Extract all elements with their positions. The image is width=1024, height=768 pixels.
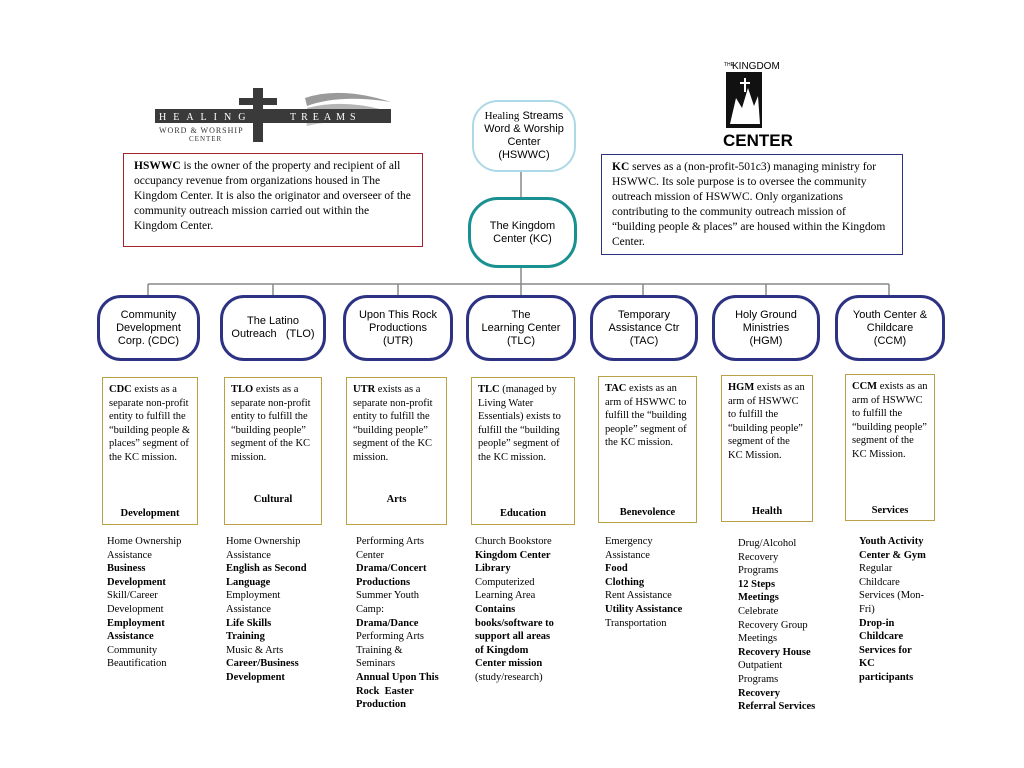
org-category: Health <box>751 506 783 517</box>
service-item: Programs <box>738 565 779 577</box>
org-category: Services <box>871 505 909 516</box>
service-item: Drug/Alcohol <box>738 538 797 549</box>
service-item: Clothing <box>605 576 645 588</box>
service-item: Training & <box>356 644 403 656</box>
service-item: Outpatient <box>738 660 783 672</box>
hswwc-node-line1-word: Healing <box>484 110 520 122</box>
org-name-line: (TAC) <box>629 334 659 347</box>
org-category: Education <box>499 508 547 519</box>
org-name-line: (HGM) <box>749 334 783 347</box>
org-desc-text: exists as a separate non-profit entity to fulfill the “building people & places” segment of the KC mission. <box>109 384 191 463</box>
service-item: Contains <box>475 603 516 615</box>
service-item: Beautification <box>107 658 167 670</box>
org-desc-bold: UTR <box>353 384 376 395</box>
service-item: participants <box>859 671 914 683</box>
org-node-tlo <box>220 295 326 361</box>
service-item: Production <box>356 699 406 711</box>
service-item: Services for <box>859 644 912 656</box>
hs-logo-sub1: WORD & WORSHIP <box>159 126 244 135</box>
service-item: Training <box>226 631 265 643</box>
service-item: English as Second <box>226 563 307 575</box>
service-item: (study/research) <box>475 671 543 683</box>
service-item: KC <box>859 658 875 670</box>
org-desc-text: (managed by Living Water Essentials) exists to fulfill the “building people” segment of the KC mission. <box>478 384 561 463</box>
org-desc-text: exists as a separate non-profit entity to fulfill the “building people” segment of the KC mission. <box>231 384 311 463</box>
service-item: Performing Arts <box>356 536 424 547</box>
org-desc-text: exists as a separate non-profit entity to fulfill the “building people” segment of the KC mission. <box>353 384 433 463</box>
org-name-line: Outreach (TLO) <box>231 328 315 340</box>
service-item: Center & Gym <box>859 549 926 561</box>
service-item: Home Ownership <box>226 536 301 547</box>
service-item: 12 Steps <box>738 578 776 590</box>
service-item: Assistance <box>107 631 154 643</box>
service-item: Services (Mon- <box>859 590 925 602</box>
org-name-line: Temporary <box>618 308 670 321</box>
org-services-tlc <box>475 535 554 685</box>
service-item: Youth Activity <box>859 536 924 547</box>
service-item: Development <box>107 603 164 615</box>
kc-box-bold: KC <box>612 161 630 173</box>
org-name-line: Community <box>120 308 177 321</box>
service-item: Food <box>605 563 628 575</box>
org-category: Benevolence <box>619 507 676 518</box>
service-item: Childcare <box>859 631 904 643</box>
service-item: Home Ownership <box>107 536 182 547</box>
hswwc-box-bold: HSWWC <box>134 160 181 172</box>
org-desc-box-utr <box>346 377 447 525</box>
service-item: Utility Assistance <box>605 603 683 615</box>
org-name-line: (CCM) <box>873 334 907 347</box>
service-item: Development <box>226 671 285 683</box>
org-name-line: Upon This Rock <box>358 308 438 321</box>
org-desc-bold: HGM <box>728 382 755 393</box>
org-desc-box-cdc <box>102 377 198 525</box>
org-desc-bold: CCM <box>852 381 878 392</box>
org-services-ccm <box>859 535 926 685</box>
service-item: Productions <box>356 576 411 588</box>
service-item: Computerized <box>475 576 535 588</box>
org-name-line: (TLC) <box>506 334 536 347</box>
org-services-cdc <box>107 535 181 671</box>
org-name-line: Holy Ground <box>735 308 797 321</box>
hswwc-description-box <box>123 153 423 247</box>
service-item: Summer Youth <box>356 590 420 602</box>
hswwc-node-line2: Word & Worship <box>484 123 564 135</box>
service-item: Language <box>226 576 271 588</box>
org-services-tac <box>605 535 682 630</box>
org-category: Development <box>120 508 180 519</box>
service-item: Programs <box>738 673 779 685</box>
service-item: Music & Arts <box>226 644 284 656</box>
service-item: Skill/Career <box>107 590 158 602</box>
service-item: Recovery <box>738 687 780 699</box>
org-category: Cultural <box>253 494 293 505</box>
kc-logo-the: THE <box>724 62 734 68</box>
hswwc-box-text: is the owner of the property and recipient of all occupancy revenue from organizations housed in The Kingdom Center. It is also the originator and overseer of the community outreach mission carried out within the Kingdom Center. <box>134 160 411 232</box>
service-item: Library <box>475 563 511 575</box>
service-item: Annual Upon This <box>356 671 439 683</box>
healing-streams-logo <box>155 88 391 142</box>
service-item: Rent Assistance <box>605 590 672 602</box>
service-item: Life Skills <box>226 617 272 629</box>
kingdom-center-node <box>468 197 577 268</box>
org-desc-box-tac <box>598 376 697 523</box>
service-item: Emergency <box>605 536 653 547</box>
org-category: Arts <box>386 494 407 505</box>
org-name-line: Childcare <box>866 321 914 334</box>
org-desc-bold: CDC <box>109 384 132 395</box>
service-item: Assistance <box>226 549 271 561</box>
service-item: books/software to <box>475 617 554 629</box>
service-item: Performing Arts <box>356 631 424 643</box>
service-item: Childcare <box>859 576 900 588</box>
hs-logo-word-left: HEALING <box>159 112 253 123</box>
service-item: Recovery House <box>738 646 811 658</box>
org-node-tac <box>590 295 698 361</box>
service-item: Center mission <box>475 658 543 670</box>
org-name-line: Development <box>116 321 181 334</box>
org-services-hgm <box>738 537 815 714</box>
service-item: Career/Business <box>226 658 299 670</box>
hswwc-node-line1-rest: Streams <box>519 110 564 122</box>
org-name-line: Productions <box>368 321 428 334</box>
service-item: Recovery Group <box>738 619 808 631</box>
service-item: Referral Services <box>738 701 816 713</box>
hswwc-node <box>472 100 576 172</box>
org-node-tlc <box>466 295 576 361</box>
org-services-tlo <box>226 535 307 685</box>
service-item: Fri) <box>859 603 875 615</box>
org-name-line: The <box>511 308 531 321</box>
service-item: Community <box>107 644 158 656</box>
kc-box-text: serves as a (non-profit-501c3) managing ministry for HSWWC. Its sole purpose is to oversee the community outreach mission of HSWWC. Only organizations contributing to the community outreach mission of “building people & places” are housed within the Kingdom Center. <box>612 161 886 248</box>
service-item: Development <box>107 576 166 588</box>
hs-logo-sub2: CENTER <box>189 135 223 143</box>
org-name-line: The Latino <box>247 315 299 327</box>
service-item: Drama/Concert <box>356 563 427 575</box>
service-item: Employment <box>107 617 165 629</box>
org-desc-box-hgm <box>721 375 813 522</box>
kc-logo-center: CENTER <box>723 131 793 150</box>
service-item: Learning Area <box>475 590 536 602</box>
service-item: Rock Easter <box>356 685 414 697</box>
org-node-ccm <box>835 295 945 361</box>
service-item: Assistance <box>107 549 152 561</box>
service-item: Kingdom Center <box>475 549 551 561</box>
org-node-cdc <box>97 295 200 361</box>
service-item: Camp: <box>356 603 384 615</box>
kingdom-center-logo <box>722 58 793 150</box>
org-name-line: (UTR) <box>383 334 413 347</box>
service-item: Center <box>356 549 384 561</box>
org-desc-bold: TAC <box>605 383 627 394</box>
service-item: Drama/Dance <box>356 617 419 629</box>
org-services-utr <box>356 535 439 712</box>
org-name-line: Corp. (CDC) <box>117 334 180 347</box>
org-desc-box-ccm <box>845 374 935 521</box>
service-item: Meetings <box>738 592 779 604</box>
org-desc-bold: TLC <box>478 384 500 395</box>
org-desc-box-tlo <box>224 377 322 525</box>
hs-logo-word-right: TREAMS <box>290 112 361 123</box>
service-item: Recovery <box>738 551 779 563</box>
kc-node-line2: Center (KC) <box>493 232 552 245</box>
service-item: Assistance <box>226 603 271 615</box>
org-desc-text: exists as an arm of HSWWC to fulfill the “building people” segment of the KC Mission. <box>852 381 928 460</box>
service-item: Meetings <box>738 633 778 645</box>
service-item: Business <box>107 563 146 575</box>
kc-logo-kingdom: KINGDOM <box>732 61 780 72</box>
kc-description-box <box>601 154 903 255</box>
hswwc-node-line4: (HSWWC) <box>498 149 550 161</box>
org-name-line: Ministries <box>742 321 790 334</box>
org-desc-text: exists as an arm of HSWWC to fulfill the “building people” segment of the KC mission. <box>605 383 687 448</box>
service-item: Transportation <box>605 617 667 629</box>
org-node-utr <box>343 295 453 361</box>
org-node-hgm <box>712 295 820 361</box>
service-item: Drop-in <box>859 617 895 629</box>
service-item: Regular <box>859 563 893 575</box>
service-item: Seminars <box>356 658 396 670</box>
service-item: Celebrate <box>738 605 779 617</box>
service-item: Assistance <box>605 549 650 561</box>
org-desc-text: exists as an arm of HSWWC to fulfill the “building people” segment of the KC Mission. <box>728 382 805 461</box>
org-name-line: Assistance Ctr <box>608 321 680 334</box>
org-name-line: Youth Center & <box>852 308 928 321</box>
hswwc-node-line3: Center <box>507 136 541 148</box>
org-desc-bold: TLO <box>231 384 254 395</box>
org-desc-box-tlc <box>471 377 575 525</box>
service-item: Church Bookstore <box>475 536 552 547</box>
service-item: support all areas <box>475 631 551 643</box>
org-name-line: Learning Center <box>481 321 561 334</box>
kc-node-line1: The Kingdom <box>489 219 556 232</box>
service-item: Employment <box>226 590 281 602</box>
service-item: of Kingdom <box>475 644 529 656</box>
